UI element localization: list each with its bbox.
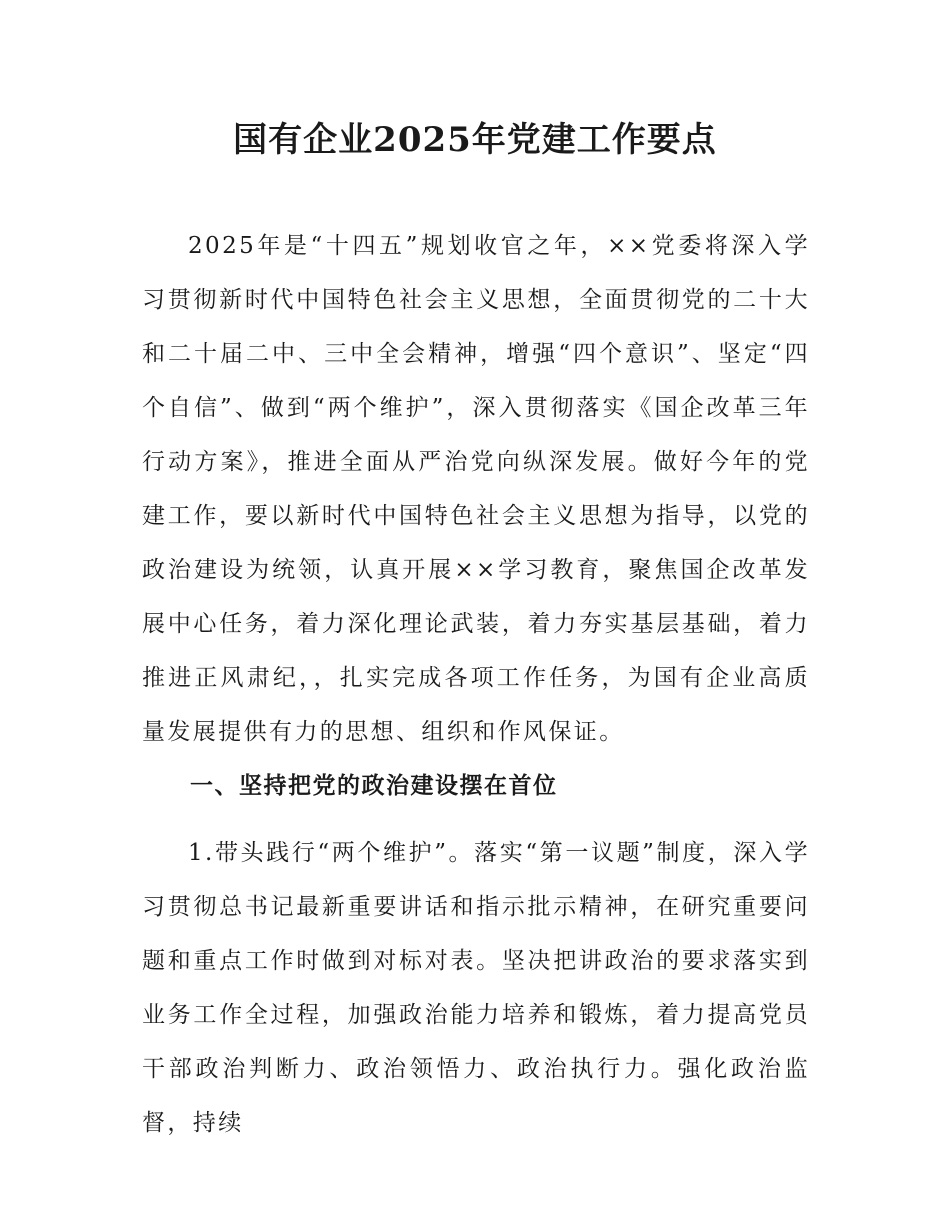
- section-paragraph: 1.带头践行“两个维护”。落实“第一议题”制度，深入学习贯彻总书记最新重要讲话和指示批示精神，在研究重要问题和重点工作时做到对标对表。坚决把讲政治的要求落实到业务工作全过程，加强政治能力培养和锻炼，着力提高党员干部政治判断力、政治领悟力、政治执行力。强化政治监督，持续: [142, 840, 810, 1136]
- intro-paragraph: 2025年是“十四五”规划收官之年，××党委将深入学习贯彻新时代中国特色社会主义思想，全面贯彻党的二十大和二十届二中、三中全会精神，增强“四个意识”、坚定“四个自信”、做到“两个维护”，深入贯彻落实《国企改革三年行动方案》，推进全面从严治党向纵深发展。做好今年的党建工作，要以新时代中国特色社会主义思想为指导，以党的政治建设为统领，认真开展××学习教育，聚焦国企改革发展中心任务，着力深化理论武装，着力夯实基层基础，着力推进正风肃纪，，扎实完成各项工作任务，为国有企业高质量发展提供有力的思想、组织和作风保证。: [142, 233, 810, 745]
- section-heading: 一、坚持把党的政治建设摆在首位: [190, 773, 558, 799]
- document-title: 国有企业2025年党建工作要点: [233, 120, 717, 160]
